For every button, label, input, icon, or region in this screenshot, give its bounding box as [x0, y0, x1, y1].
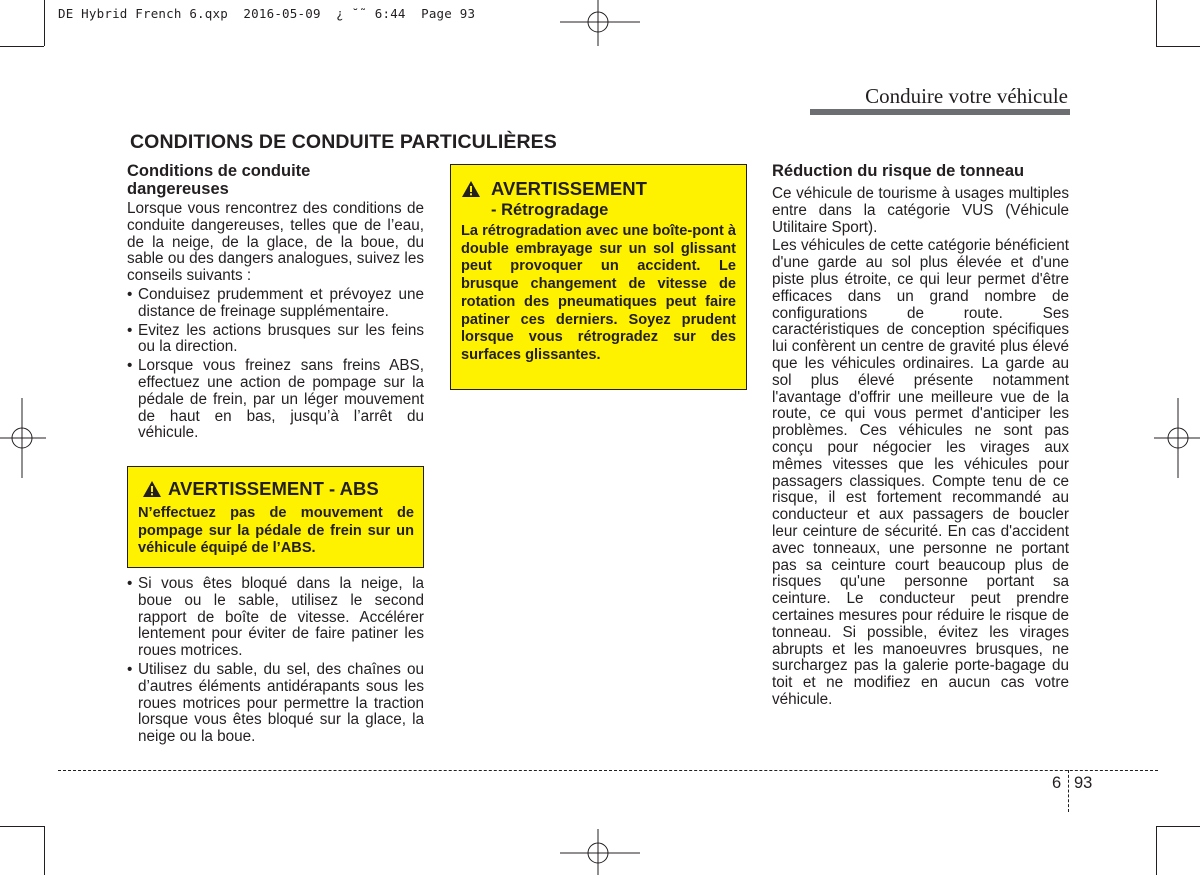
- chapter-title-rule: [810, 109, 1070, 115]
- registration-crosshair-icon: [0, 398, 46, 478]
- warning-title: AVERTISSEMENT - ABS: [168, 478, 379, 499]
- chapter-title: Conduire votre véhicule: [865, 84, 1068, 108]
- list-item: • Lorsque vous freinez sans freins ABS, effectuez une action de pompage sur la pédale de frein, par un léger mouvement de haut en bas, jusqu’à l’arrêt du véhicule.: [127, 358, 424, 442]
- warning-text: La rétrogradation avec une boîte-pont à double embrayage sur un sol glissant peut provoquer un accident. Le brusque changement de vitesse de rotation des pneumatiques peut faire patiner ces derniers. Soyez prudent lorsque vous rétrogradez sur des surfaces glissantes.: [461, 223, 736, 363]
- warning-subtitle: - Rétrogradage: [491, 201, 609, 219]
- section-title: CONDITIONS DE CONDUITE PARTICULIÈRES: [130, 131, 557, 153]
- crop-mark: [0, 46, 44, 47]
- warning-title: AVERTISSEMENT: [491, 178, 647, 199]
- warning-header: [461, 178, 736, 200]
- registration-crosshair-icon: [1154, 398, 1200, 478]
- list-item: • Utilisez du sable, du sel, des chaînes ou d’autres éléments antidérapants sous les roues motrices pour permettre la traction lorsque vous êtes bloqué sur la glace, la neige ou la boue.: [127, 662, 424, 746]
- list-item: • Evitez les actions brusques sur les feins ou la direction.: [127, 323, 424, 357]
- left-heading: Conditions de conduite dangereuses: [127, 162, 311, 198]
- crop-mark: [44, 826, 45, 875]
- footer-rule: [58, 770, 1158, 771]
- left-column-continued: [127, 576, 424, 748]
- registration-crosshair-icon: [560, 829, 640, 875]
- crop-mark: [1156, 826, 1157, 875]
- warning-box-abs: [127, 466, 424, 568]
- left-bullet-list-2: [127, 576, 424, 746]
- list-item: • Si vous êtes bloqué dans la neige, la boue ou le sable, utilisez le second rapport de boîte de vitesse. Accélérer lentement pour éviter de faire patiner les roues motrices.: [127, 576, 424, 660]
- left-column: [127, 162, 424, 444]
- crop-mark: [0, 826, 44, 827]
- warning-triangle-icon: [142, 480, 162, 498]
- left-bullet-list: [127, 287, 424, 442]
- print-slug: DE Hybrid French 6.qxp 2016-05-09 ¿ ˘˜ 6:44 Page 93: [58, 6, 476, 21]
- warning-text: N’effectuez pas de mouvement de pompage sur la pédale de frein sur un véhicule équipé de l’ABS.: [138, 505, 414, 557]
- right-column: [772, 162, 1069, 709]
- warning-header: [138, 478, 414, 500]
- crop-mark: [1156, 0, 1157, 46]
- crop-mark: [1156, 826, 1200, 827]
- right-paragraph-1: Ce véhicule de tourisme à usages multiples entre dans la catégorie VUS (Véhicule Utilitaire Sport).: [772, 185, 1069, 236]
- chapter-number: 6: [1052, 774, 1062, 792]
- warning-box-retrogradage: [450, 164, 747, 390]
- page-number: 93: [1074, 774, 1093, 792]
- list-item: • Conduisez prudemment et prévoyez une distance de freinage supplémentaire.: [127, 287, 424, 321]
- right-heading: Réduction du risque de tonneau: [772, 162, 1025, 180]
- footer-divider: [1068, 770, 1069, 812]
- warning-triangle-icon: [461, 180, 481, 198]
- crop-mark: [44, 0, 45, 46]
- crop-mark: [1156, 46, 1200, 47]
- right-paragraph-2: Les véhicules de cette catégorie bénéficient d'une garde au sol plus élevée et d'une piste plus étroite, ce qui leur permet d'être efficaces dans un grand nombre de configurations de route. Ses caractéristiques de conception spécifiques lui confèrent un centre de gravité plus élevé que les véhicules ordinaires. La garde au sol plus élevé présente notamment l'avantage d'offrir une meilleure vue de la route, ce qui vous permet d'anticiper les problèmes. Ces véhicules ne sont pas conçu pour négocier les virages aux mêmes vitesses que les véhicules pour passagers classiques. Compte tenu de ce risque, il est fortement recommandé au conducteur et aux passagers de boucler leur ceinture de sécurité. En cas d'accident avec tonneaux, une personne ne portant pas sa ceinture court beaucoup plus de risques qu'une personne portant sa ceinture. Le conducteur peut prendre certaines mesures pour réduire le risque de tonneau. Si possible, évitez les virages abrupts et les manoeuvres brusques, ne surchargez pas la galerie porte-bagage du toit et ne modifiez en aucun cas votre véhicule.: [772, 237, 1069, 708]
- left-intro: Lorsque vous rencontrez des conditions de conduite dangereuses, telles que de l’eau, de la neige, de la glace, de la boue, du sable ou des dangers analogues, suivez les conseils suivants :: [127, 200, 424, 285]
- registration-crosshair-icon: [560, 0, 640, 46]
